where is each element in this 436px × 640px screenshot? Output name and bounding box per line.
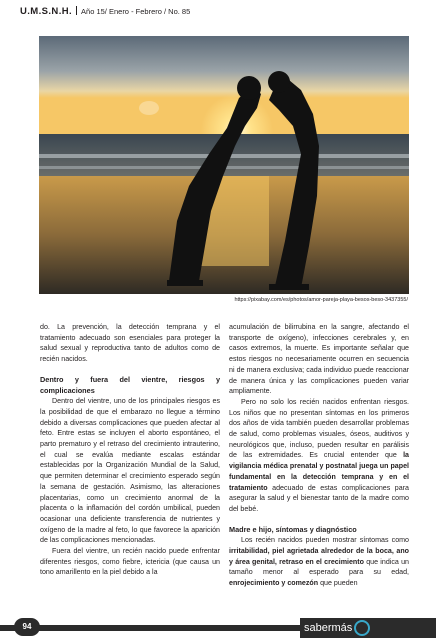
header-issue: Año 15/ Enero - Febrero / No. 85 <box>81 7 191 16</box>
left-paragraph-3: Fuera del vientre, un recién nacido puede enfrentar diferentes riesgos, como fiebre, ictericia (que causa un tono amarillento en la piel debido a la <box>40 547 220 577</box>
section-heading-riesgos: Dentro y fuera del vientre, riesgos y complicaciones <box>40 374 220 395</box>
right-paragraph-2 <box>229 397 409 515</box>
section-heading-sintomas: Madre e hijo, síntomas y diagnóstico <box>229 524 357 534</box>
right-paragraph-3-text-a: Los recién nacidos pueden mostrar síntomas como <box>241 536 409 545</box>
right-paragraph-2-text-a: Pero no solo los recién nacidos enfrentan riesgos. Los niños que no presentan síntomas en los primeros dos años de vida también pueden desarrollar problemas de salud, como problemas visuales, óseos, auditivos y neurológicos que, incluso, pueden resultar en parálisis de las extremidades. Es crucial entender que <box>229 397 409 460</box>
logo-mark-icon <box>354 620 370 636</box>
right-paragraph-2-text-c: adecuado de estas complicaciones para asegurar la salud y el bienestar tanto de la madre como del bebé. <box>229 483 409 513</box>
right-paragraph-3-bold-1: irritabilidad, piel agrietada alrededor de la boca, ano y área genital, retraso en el crecimiento <box>229 547 409 566</box>
left-paragraph-1: do. La prevención, la detección temprana y el tratamiento adecuado son esenciales para proteger la salud sexual y reproductiva tanto de adultos como de recién nacidos. <box>40 323 220 364</box>
right-column <box>229 322 409 589</box>
photo-credit: https://pixabay.com/es/photos/amor-pareja-playa-besos-beso-3437355/ <box>234 297 408 303</box>
left-column <box>40 322 220 578</box>
right-paragraph-3-bold-2: enrojecimiento y comezón <box>229 579 319 588</box>
sabermas-logo <box>304 619 370 637</box>
right-paragraph-3 <box>229 535 409 589</box>
right-paragraph-3-text-e: que pueden <box>318 579 358 588</box>
left-paragraph-2: Dentro del vientre, uno de los principales riesgos es la posibilidad de que el embarazo no llegue a término debido a diversas complicaciones que pueden afectar al feto. Entre estas se incluyen el aborto espontáneo, el parto prematuro y el retraso del crecimiento intrauterino, el cual se evalúa mediante escalas estándar establecidas por la Organización Mundial de la Salud, que permiten determinar el crecimiento esperado según la semana de gestación. Asimismo, las alteraciones placentarias, como un crecimiento anormal de la placenta o la inflamación del cordón umbilical, pueden ocasionar una deficiente transferencia de nutrientes y oxígeno de la madre al feto, lo que favorece la aparición de las complicaciones mencionadas. <box>40 397 220 545</box>
page-footer <box>0 618 436 640</box>
header-brand: U.M.S.N.H. <box>20 6 73 17</box>
cloud <box>139 101 159 115</box>
page-number: 94 <box>14 618 40 636</box>
sunset-kiss-illustration <box>39 36 409 294</box>
running-header <box>20 6 190 17</box>
header-divider <box>76 6 77 15</box>
right-paragraph-2-bold: la vigilancia médica prenatal y postnatal juega un papel fundamental en la detección temprana y en el tratamiento <box>229 451 409 492</box>
right-paragraph-3-text-c: que indica un tamaño menor al esperado para su edad, <box>229 557 409 577</box>
couple-beach-photo <box>39 36 409 294</box>
right-paragraph-1: acumulación de bilirrubina en la sangre, afectando el transporte de oxígeno), infecciones cerebrales y, en casos extremos, la muerte. Es importante señalar que estos riesgos no necesariamente ocurren en secuencia ni de manera exclusiva; cada individuo puede reaccionar de manera única y las complicaciones pueden variar ampliamente. <box>229 323 409 396</box>
logo-text: sabermás <box>304 622 353 634</box>
